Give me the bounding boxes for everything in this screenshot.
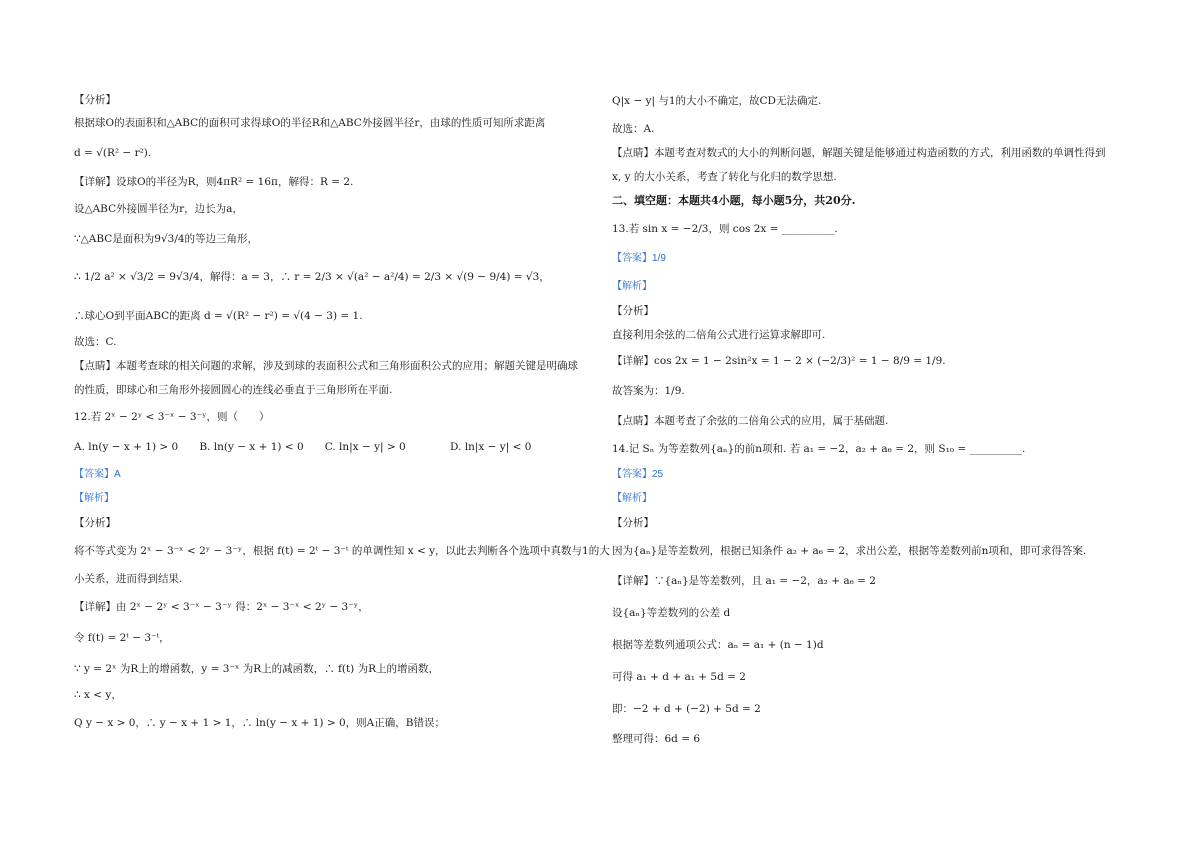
right-text-line: 整理可得：6d = 6 — [612, 733, 701, 745]
right-text-line: 【详解】∵{aₙ}是等差数列，且 a₁ = −2，a₂ + a₆ = 2 — [612, 575, 876, 587]
right-column — [612, 0, 1132, 848]
right-text-line: 故答案为：1/9. — [612, 385, 685, 397]
right-text-line: 故选：A. — [612, 123, 655, 135]
left-text-line: Q y − x > 0，∴ y − x + 1 > 1，∴ ln(y − x + 1) > 0，则A正确，B错误； — [74, 717, 445, 729]
right-text-line: 直接利用余弦的二倍角公式进行运算求解即可. — [612, 329, 826, 341]
right-text-line: 即：−2 + d + (−2) + 5d = 2 — [612, 703, 761, 715]
right-text-line: 【答案】25 — [612, 469, 664, 480]
left-text-line: d = √(R² − r²). — [74, 147, 152, 159]
right-text-line: 因为{aₙ}是等差数列，根据已知条件 a₂ + a₆ = 2，求出公差，根据等差数列前n项和，即可求得答案. — [612, 545, 1087, 557]
q12-option-a: A. ln(y − x + 1) > 0 — [74, 441, 179, 453]
q12-options — [74, 440, 572, 454]
right-text-line: 二、填空题：本题共4小题，每小题5分，共20分. — [612, 194, 856, 207]
q12-option-b: B. ln(y − x + 1) < 0 — [199, 441, 304, 453]
left-text-line: 设△ABC外接圆半径为r，边长为a， — [74, 203, 243, 215]
left-column — [74, 0, 610, 848]
left-text-line: 的性质，即球心和三角形外接圆圆心的连线必垂直于三角形所在平面. — [74, 384, 393, 396]
right-text-line: x, y 的大小关系，考查了转化与化归的数学思想. — [612, 171, 837, 183]
right-text-line: 设{aₙ}等差数列的公差 d — [612, 607, 731, 619]
left-text-line: 12.若 2ˣ − 2ʸ < 3⁻ˣ − 3⁻ʸ，则（ ） — [74, 411, 270, 423]
right-text-line: 可得 a₁ + d + a₁ + 5d = 2 — [612, 671, 746, 683]
left-text-line: ∵ y = 2ˣ 为R上的增函数，y = 3⁻ˣ 为R上的减函数，∴ f(t) 为R上的增函数， — [74, 663, 439, 675]
q12-option-d: D. ln|x − y| < 0 — [450, 441, 532, 453]
right-text-line: 14.记 Sₙ 为等差数列{aₙ}的前n项和. 若 a₁ = −2，a₂ + a₆ = 2，则 S₁₀ = __________. — [612, 443, 1026, 455]
right-text-line: 13.若 sin x = −2/3，则 cos 2x = __________. — [612, 223, 838, 235]
right-text-line: 【分析】 — [612, 517, 654, 529]
left-text-line: 【详解】设球O的半径为R，则4πR² = 16π，解得：R = 2. — [74, 176, 354, 188]
right-text-line: 【点睛】本题考查了余弦的二倍角公式的应用，属于基础题. — [612, 415, 889, 427]
right-text-line: 【分析】 — [612, 305, 654, 317]
right-text-line: 【详解】cos 2x = 1 − 2sin²x = 1 − 2 × (−2/3)² = 1 − 8/9 = 1/9. — [612, 355, 946, 367]
left-text-line: 【详解】由 2ˣ − 2ʸ < 3⁻ˣ − 3⁻ʸ 得：2ˣ − 3⁻ˣ < 2ʸ − 3⁻ʸ， — [74, 601, 369, 613]
left-text-line: 故选：C. — [74, 336, 117, 348]
q12-option-c: C. ln|x − y| > 0 — [324, 441, 406, 453]
left-text-line: 【答案】A — [74, 469, 121, 480]
left-text-line: 【解析】 — [74, 493, 114, 504]
left-text-line: ∴ 1/2 a² × √3/2 = 9√3/4，解得：a = 3，∴ r = 2/3 × √(a² − a²/4) = 2/3 × √(9 − 9/4) = √3， — [74, 271, 550, 283]
right-text-line: 根据等差数列通项公式：aₙ = a₁ + (n − 1)d — [612, 639, 824, 651]
left-text-line: 【分析】 — [74, 517, 116, 529]
left-text-line: 将不等式变为 2ˣ − 3⁻ˣ < 2ʸ − 3⁻ʸ，根据 f(t) = 2ᵗ − 3⁻ᵗ 的单调性知 x < y，以此去判断各个选项中真数与1的大 — [74, 545, 610, 557]
right-text-line: Q|x − y| 与1的大小不确定，故CD无法确定. — [612, 95, 822, 107]
left-text-line: ∴球心O到平面ABC的距离 d = √(R² − r²) = √(4 − 3) = 1. — [74, 310, 363, 322]
left-text-line: ∵△ABC是面积为9√3/4的等边三角形， — [74, 233, 259, 245]
left-text-line: ∴ x < y， — [74, 689, 122, 701]
left-text-line: 【分析】 — [74, 94, 116, 106]
left-text-line: 【点睛】本题考查球的相关问题的求解，涉及到球的表面积公式和三角形面积公式的应用；解题关键是明确球 — [74, 360, 578, 372]
right-text-line: 【答案】1/9 — [612, 253, 666, 264]
right-text-line: 【解析】 — [612, 281, 652, 292]
left-text-line: 根据球O的表面积和△ABC的面积可求得球O的半径R和△ABC外接圆半径r，由球的性质可知所求距离 — [74, 117, 546, 129]
left-text-line: 令 f(t) = 2ᵗ − 3⁻ᵗ， — [74, 632, 170, 644]
left-text-line: 小关系，进而得到结果. — [74, 573, 183, 585]
right-text-line: 【点睛】本题考查对数式的大小的判断问题，解题关键是能够通过构造函数的方式，利用函数的单调性得到 — [612, 147, 1106, 159]
right-text-line: 【解析】 — [612, 493, 652, 504]
